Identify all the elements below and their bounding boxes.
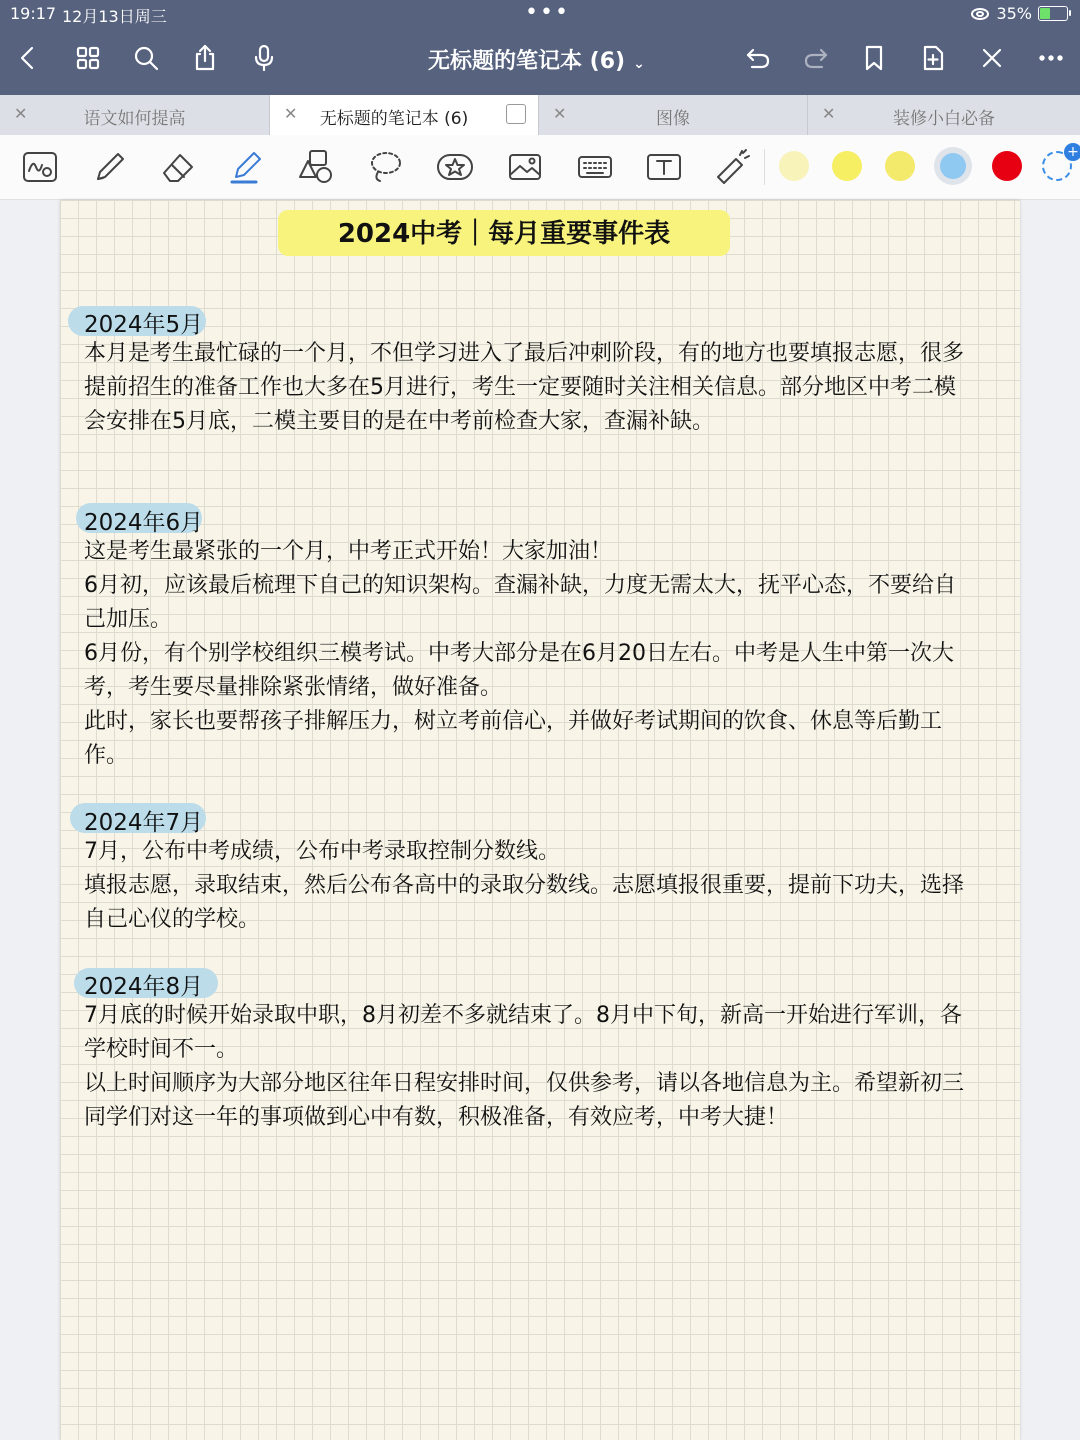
tab-image[interactable]: ✕ 图像 [539, 95, 808, 135]
laser-pointer-icon[interactable] [712, 147, 752, 187]
image-icon[interactable] [505, 147, 545, 187]
section-heading-july: 2024年7月 [84, 810, 204, 836]
toolbar-divider [764, 149, 765, 185]
section-text-july-1: 7月，公布中考成绩，公布中考录取控制分数线。 [84, 839, 560, 864]
shapes-icon[interactable] [296, 147, 336, 187]
sticker-icon[interactable] [435, 147, 475, 187]
text-box-icon[interactable] [644, 147, 684, 187]
color-swatch-blue [940, 153, 966, 179]
section-text-june-1: 这是考生最紧张的一个月，中考正式开始！大家加油！ [84, 539, 613, 564]
grid-icon[interactable] [70, 40, 106, 76]
plus-icon: + [1064, 143, 1080, 161]
chevron-down-icon[interactable]: ⌄ [633, 56, 645, 72]
wifi-icon [970, 7, 990, 21]
section-text-may: 本月是考生最忙碌的一个月，不但学习进入了最后冲刺阶段，有的地方也要填报志愿，很多提前招生的准备工作也大多在5月进行，考生一定要随时关注相关信息。部分地区中考二模会安排在5月底，二模主要目的是在中考前检查大家，查漏补缺。 [84, 341, 965, 434]
battery-icon [1038, 6, 1068, 21]
keyboard-icon[interactable] [575, 147, 615, 187]
search-icon[interactable] [128, 40, 164, 76]
section-text-june-2: 6月初，应该最后梳理下自己的知识架构。查漏补缺，力度无需太大，抚平心态，不要给自己加压。 [84, 573, 957, 632]
tab-notebook[interactable]: ✕ 无标题的笔记本 (6) [270, 95, 539, 135]
color-swatch-blue-selected[interactable] [934, 147, 972, 185]
tab-decoration[interactable]: ✕ 装修小白必备 [822, 104, 995, 129]
redo-icon[interactable] [798, 40, 834, 76]
lasso-icon[interactable] [366, 147, 406, 187]
pen-close-icon[interactable] [974, 40, 1010, 76]
status-time: 19:17 [10, 4, 57, 23]
tab-yuwen[interactable]: ✕ 语文如何提高 [0, 95, 270, 135]
battery-percent: 35% [996, 4, 1032, 23]
close-icon[interactable]: ✕ [553, 104, 567, 123]
notebook-title[interactable]: 无标题的笔记本 (6) ⌄ [428, 49, 645, 74]
section-text-august-2: 以上时间顺序为大部分地区往年日程安排时间，仅供参考，请以各地信息为主。希望新初三同学们对这一年的事项做到心中有数，积极准备，有效应考，中考大捷！ [84, 1071, 965, 1130]
highlighter-icon[interactable] [226, 147, 266, 187]
color-swatch-red[interactable] [992, 151, 1022, 181]
close-icon[interactable]: ✕ [284, 104, 298, 123]
tool-bar [0, 135, 1080, 200]
color-swatch-yellow-2[interactable] [885, 151, 915, 181]
share-icon[interactable] [187, 40, 223, 76]
add-page-icon[interactable] [915, 40, 951, 76]
split-view-icon[interactable] [506, 104, 526, 124]
tab-bar [0, 95, 1080, 135]
section-heading-may: 2024年5月 [84, 312, 204, 338]
section-text-june-4: 此时，家长也要帮孩子排解压力，树立考前信心，并做好考试期间的饮食、休息等后勤工作。 [84, 709, 943, 768]
multitask-dots-icon[interactable]: ••• [525, 0, 570, 25]
status-right [970, 4, 1068, 23]
color-swatch-light-yellow[interactable] [779, 151, 809, 181]
close-icon[interactable]: ✕ [14, 104, 28, 123]
section-text-august-1: 7月底的时候开始录取中职，8月初差不多就结束了。8月中下旬，新高一开始进行军训，各学校时间不一。 [84, 1003, 962, 1062]
section-text-july-2: 填报志愿，录取结束，然后公布各高中的录取分数线。志愿填报很重要，提前下功夫，选择自己心仪的学校。 [84, 873, 965, 932]
more-icon[interactable] [1033, 40, 1069, 76]
eraser-icon[interactable] [158, 147, 198, 187]
section-heading-august: 2024年8月 [84, 974, 204, 1000]
back-icon[interactable] [10, 40, 46, 76]
page-title: 2024中考｜每月重要事件表 [337, 219, 671, 249]
status-bar [0, 0, 1080, 28]
section-text-june-3: 6月份，有个别学校组织三模考试。中考大部分是在6月20日左右。中考是人生中第一次大考，考生要尽量排除紧张情绪，做好准备。 [84, 641, 954, 700]
handwriting-zoom-icon[interactable] [20, 147, 60, 187]
microphone-icon[interactable] [246, 40, 282, 76]
color-swatch-yellow[interactable] [832, 151, 862, 181]
pen-icon[interactable] [90, 147, 130, 187]
bookmark-icon[interactable] [856, 40, 892, 76]
status-date: 12月13日周三 [62, 7, 167, 26]
top-bar [0, 0, 1080, 95]
add-color-icon[interactable] [1042, 144, 1079, 181]
close-icon[interactable]: ✕ [822, 104, 836, 123]
undo-icon[interactable] [740, 40, 776, 76]
section-heading-june: 2024年6月 [84, 510, 204, 536]
